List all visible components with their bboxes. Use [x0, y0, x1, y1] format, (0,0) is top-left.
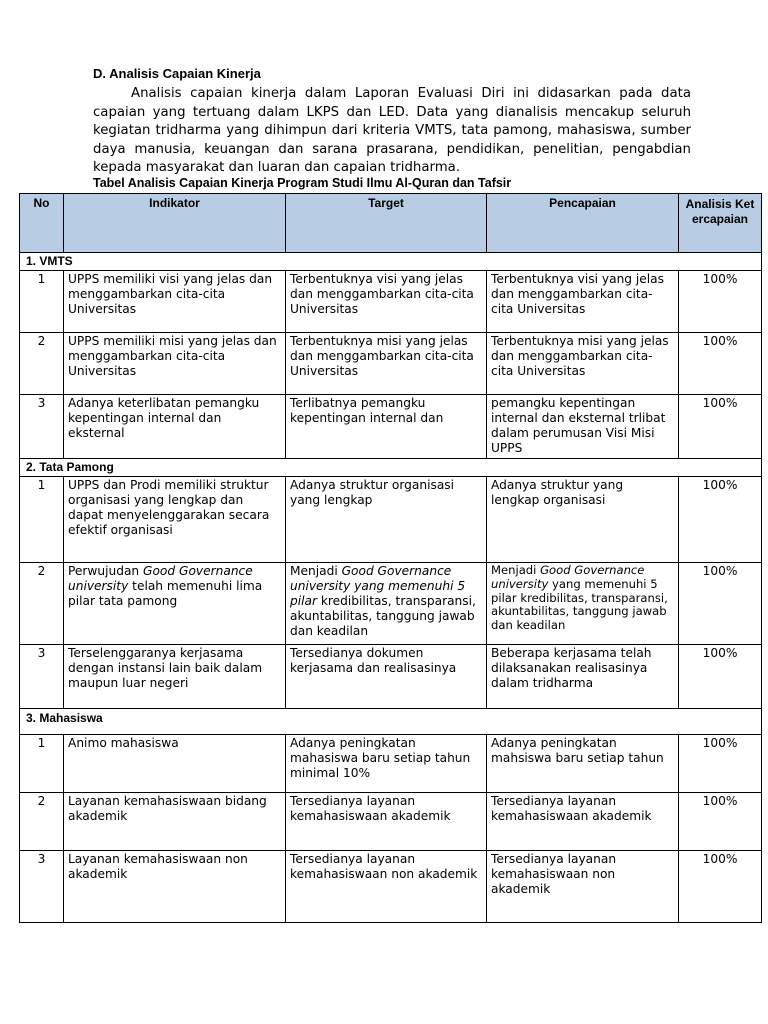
table-row [20, 477, 762, 563]
analysis-table [19, 193, 762, 923]
text-part: Perwujudan [68, 564, 144, 578]
cell-target: Adanya peningkatan mahasiswa baru setiap tahun minimal 10% [286, 735, 487, 793]
section-title: 2. Tata Pamong [20, 459, 762, 477]
cell-indikator: Adanya keterlibatan pemangku kepentingan internal dan eksternal [64, 395, 286, 459]
cell-no: 3 [20, 851, 64, 923]
section-row [20, 459, 762, 477]
cell-pencapaian: Terbentuknya visi yang jelas dan menggambarkan cita-cita Universitas [487, 271, 679, 333]
cell-pencapaian: Adanya peningkatan mahsiswa baru setiap tahun [487, 735, 679, 793]
cell-analisis: 100% [679, 271, 762, 333]
col-header-no: No [20, 194, 64, 253]
cell-indikator: UPPS memiliki visi yang jelas dan menggambarkan cita-cita Universitas [64, 271, 286, 333]
cell-indikator: Layanan kemahasiswaan bidang akademik [64, 793, 286, 851]
cell-analisis: 100% [679, 645, 762, 709]
cell-indikator: UPPS dan Prodi memiliki struktur organisasi yang lengkap dan dapat menyelenggarakan secara efektif organisasi [64, 477, 286, 563]
cell-pencapaian: Adanya struktur yang lengkap organisasi [487, 477, 679, 563]
cell-target: Tersedianya layanan kemahasiswaan non akademik [286, 851, 487, 923]
table-row [20, 851, 762, 923]
col-header-pencapaian: Pencapaian [487, 194, 679, 253]
cell-analisis: 100% [679, 851, 762, 923]
text-part-italic: Good Governance university [68, 564, 253, 593]
cell-pencapaian: pemangku kepentingan internal dan eksternal trlibat dalam perumusan Visi Misi UPPS [487, 395, 679, 459]
cell-analisis: 100% [679, 563, 762, 645]
text-part: kredibilitas, transparansi, akuntabilitas, tanggung jawab dan keadilan [290, 594, 476, 638]
cell-analisis: 100% [679, 395, 762, 459]
cell-analisis: 100% [679, 477, 762, 563]
cell-target: Adanya struktur organisasi yang lengkap [286, 477, 487, 563]
cell-pencapaian: Tersedianya layanan kemahasiswaan non akademik [487, 851, 679, 923]
cell-target: Tersedianya dokumen kerjasama dan realisasinya [286, 645, 487, 709]
section-row [20, 253, 762, 271]
cell-no: 2 [20, 563, 64, 645]
table-header-row [20, 194, 762, 253]
cell-no: 3 [20, 395, 64, 459]
text-part-italic: Good Governance university [491, 563, 645, 591]
section-row [20, 709, 762, 735]
cell-no: 3 [20, 645, 64, 709]
cell-target: Terlibatnya pemangku kepentingan internal dan [286, 395, 487, 459]
cell-indikator: Animo mahasiswa [64, 735, 286, 793]
text-part: Menjadi [290, 564, 342, 578]
text-part: Menjadi [491, 563, 541, 577]
table-row [20, 645, 762, 709]
cell-pencapaian: Tersedianya layanan kemahasiswaan akademik [487, 793, 679, 851]
intro-paragraph: Analisis capaian kinerja dalam Laporan Evaluasi Diri ini didasarkan pada data capaian yang tertuang dalam LKPS dan LED. Data yang dianalisis mencakup seluruh kegiatan tridharma yang dihimpun dari kriteria VMTS, tata pamong, mahasiswa, sumber daya manusia, keuangan dan sarana prasarana, pendidikan, penelitian, pengabdian kepada masyarakat dan luaran dan capaian tridharma. [93, 86, 691, 175]
cell-no: 1 [20, 477, 64, 563]
cell-indikator [64, 563, 286, 645]
cell-pencapaian: Beberapa kerjasama telah dilaksanakan realisasinya dalam tridharma [487, 645, 679, 709]
cell-target [286, 563, 487, 645]
table-row [20, 271, 762, 333]
text-part: yang memenuhi 5 pilar kredibilitas, transparansi, akuntabilitas, tanggung jawab dan keadilan [491, 576, 668, 633]
table-title: Tabel Analisis Capaian Kinerja Program Studi Ilmu Al-Quran dan Tafsir [93, 176, 512, 190]
cell-indikator: Layanan kemahasiswaan non akademik [64, 851, 286, 923]
col-header-analisis: Analisis Ketercapaian [679, 194, 762, 253]
table-row [20, 793, 762, 851]
section-title: 3. Mahasiswa [20, 709, 762, 735]
cell-target: Tersedianya layanan kemahasiswaan akademik [286, 793, 487, 851]
cell-target: Terbentuknya misi yang jelas dan menggambarkan cita-cita Universitas [286, 333, 487, 395]
cell-no: 2 [20, 333, 64, 395]
cell-analisis: 100% [679, 793, 762, 851]
cell-analisis: 100% [679, 735, 762, 793]
text-part: telah memenuhi lima pilar tata pamong [68, 579, 263, 608]
col-header-indikator: Indikator [64, 194, 286, 253]
section-title: 1. VMTS [20, 253, 762, 271]
cell-no: 1 [20, 271, 64, 333]
section-heading: D. Analisis Capaian Kinerja [93, 66, 261, 81]
cell-pencapaian [487, 563, 679, 645]
table-row [20, 395, 762, 459]
col-header-target: Target [286, 194, 487, 253]
cell-indikator: Terselenggaranya kerjasama dengan instansi lain baik dalam maupun luar negeri [64, 645, 286, 709]
table-row [20, 735, 762, 793]
cell-analisis: 100% [679, 333, 762, 395]
cell-no: 2 [20, 793, 64, 851]
table-row [20, 333, 762, 395]
text-part-italic: Good Governance university yang memenuhi 5 pilar [290, 564, 466, 608]
cell-target: Terbentuknya visi yang jelas dan menggambarkan cita-cita Universitas [286, 271, 487, 333]
cell-no: 1 [20, 735, 64, 793]
table-row [20, 563, 762, 645]
cell-pencapaian: Terbentuknya misi yang jelas dan menggambarkan cita-cita Universitas [487, 333, 679, 395]
cell-indikator: UPPS memiliki misi yang jelas dan menggambarkan cita-cita Universitas [64, 333, 286, 395]
